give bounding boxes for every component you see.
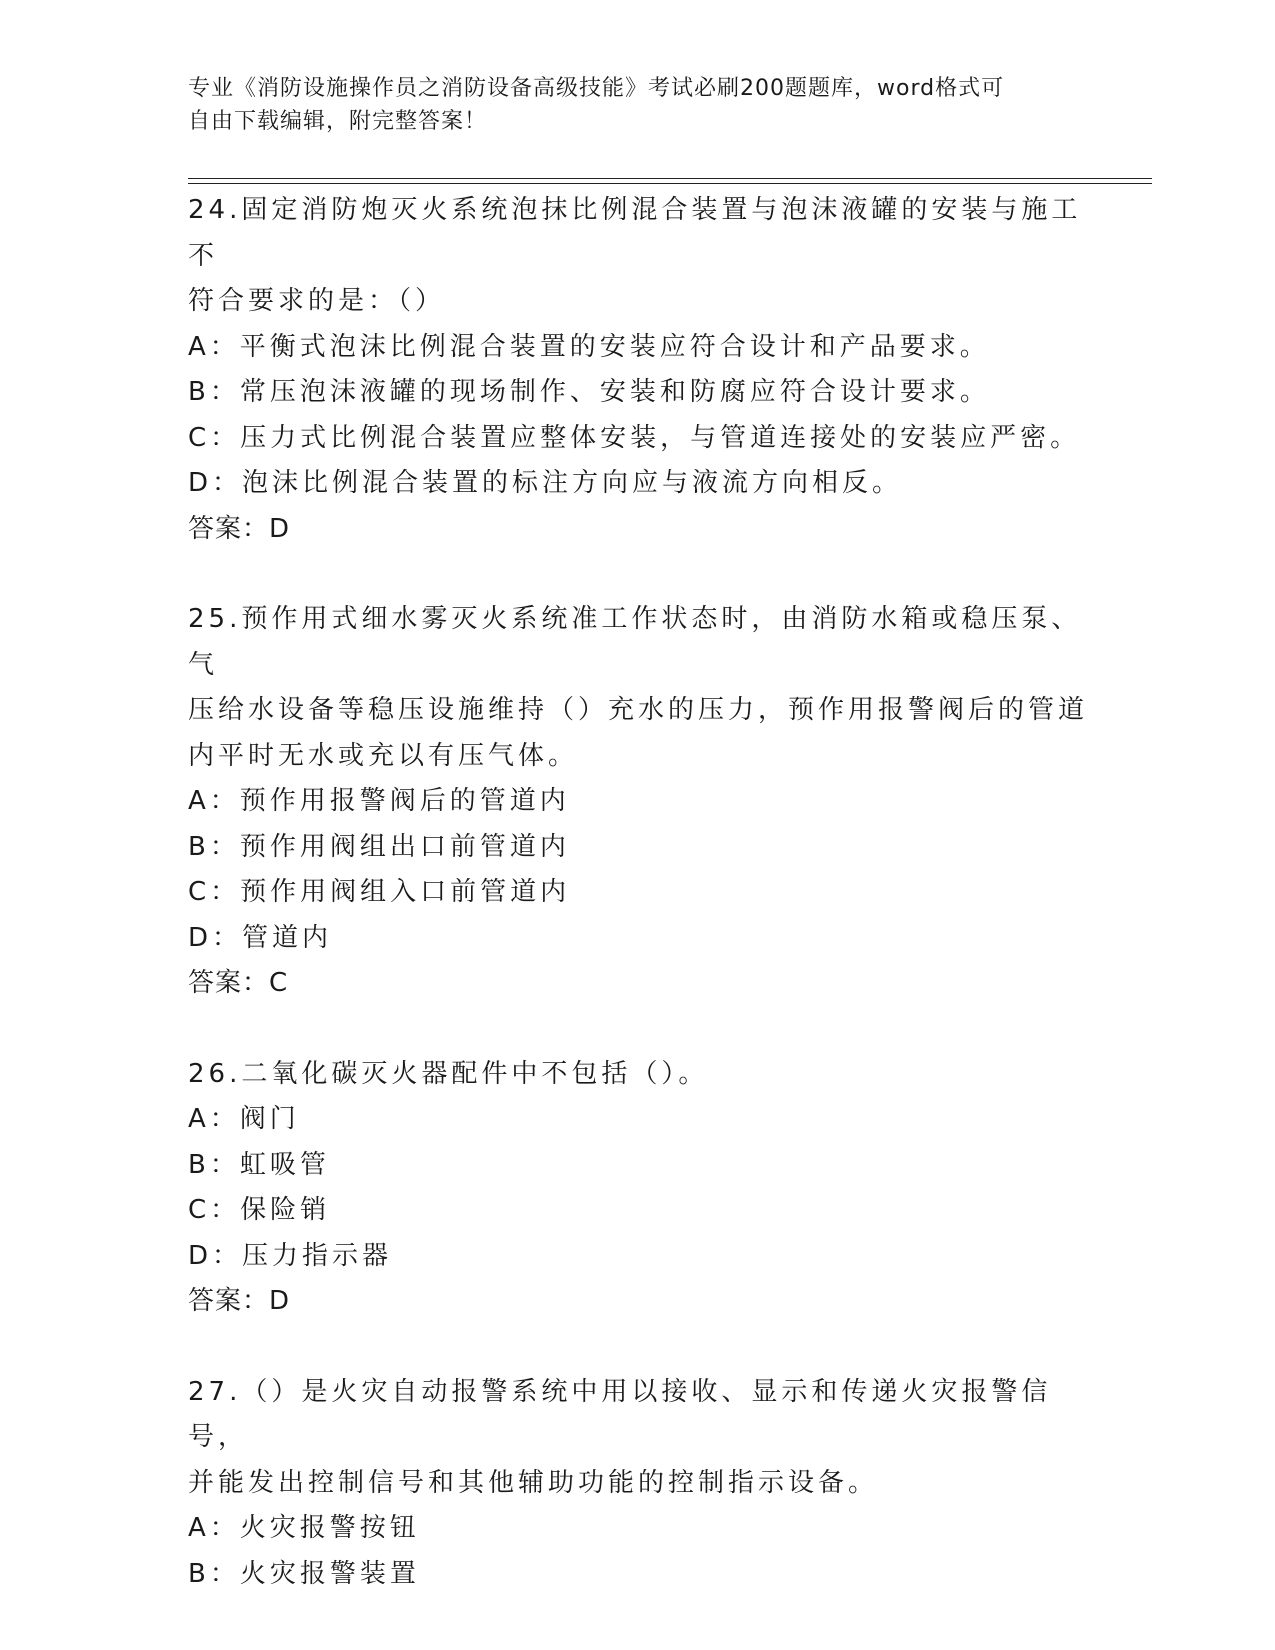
header-line-2: 自由下载编辑，附完整答案！ (188, 109, 488, 134)
question-stem-line: 内平时无水或充以有压气体。 (188, 740, 579, 771)
option-b: B：虹吸管 (188, 1149, 330, 1180)
option-a: A：阀门 (188, 1104, 300, 1134)
document-header (188, 72, 1088, 138)
option-a: A：火灾报警按钮 (188, 1513, 420, 1543)
question-stem-line: 25.预作用式细水雾灭火系统准工作状态时，由消防水箱或稳压泵、气 (188, 604, 1082, 680)
header-line-1: 专业《消防设施操作员之消防设备高级技能》考试必刷200题题库，word格式可 (188, 76, 1005, 101)
option-a: A：预作用报警阀后的管道内 (188, 786, 570, 816)
question-stem-line: 26.二氧化碳灭火器配件中不包括（）。 (188, 1058, 709, 1089)
header-divider-top (188, 178, 1152, 179)
answer-label: 答案： (188, 968, 270, 998)
answer-line (188, 1279, 1088, 1325)
option-d: D：管道内 (188, 922, 333, 953)
question-stem-line: 24.固定消防炮灭火系统泡抹比例混合装置与泡沫液罐的安装与施工不 (188, 195, 1082, 271)
question-list (188, 188, 1088, 1642)
option-a: A：平衡式泡沫比例混合装置的安装应符合设计和产品要求。 (188, 331, 990, 362)
question-26 (188, 1052, 1088, 1325)
answer-line (188, 961, 1088, 1007)
question-stem-line: 27.（）是火灾自动报警系统中用以接收、显示和传递火灾报警信号， (188, 1376, 1052, 1452)
question-24 (188, 188, 1088, 552)
question-stem-line: 并能发出控制信号和其他辅助功能的控制指示设备。 (188, 1467, 879, 1498)
question-stem-line: 压给水设备等稳压设施维持（）充水的压力，预作用报警阀后的管道 (188, 695, 1089, 725)
option-b: B：预作用阀组出口前管道内 (188, 831, 570, 862)
answer-value: D (269, 513, 291, 544)
answer-label: 答案： (188, 1286, 270, 1316)
option-d: D：压力指示器 (188, 1240, 393, 1271)
option-b: B：常压泡沫液罐的现场制作、安装和防腐应符合设计要求。 (188, 377, 990, 407)
question-stem-line: 符合要求的是：（） (188, 286, 446, 316)
question-stem (188, 597, 1088, 779)
option-b: B：火灾报警装置 (188, 1558, 420, 1589)
option-c: C：压力式比例混合装置应整体安装，与管道连接处的安装应严密。 (188, 422, 1081, 453)
answer-line (188, 507, 1088, 553)
question-stem (188, 1052, 1088, 1098)
question-25 (188, 597, 1088, 1007)
option-d: D：泡沫比例混合装置的标注方向应与液流方向相反。 (188, 468, 903, 498)
option-c: C：预作用阀组入口前管道内 (188, 877, 571, 907)
question-stem (188, 1370, 1088, 1507)
answer-label: 答案： (188, 513, 270, 544)
header-divider-bottom (188, 183, 1152, 184)
answer-value: C (269, 968, 289, 998)
answer-value: D (269, 1286, 291, 1316)
option-c: C：保险销 (188, 1195, 331, 1225)
question-27 (188, 1370, 1088, 1598)
question-stem (188, 188, 1088, 325)
